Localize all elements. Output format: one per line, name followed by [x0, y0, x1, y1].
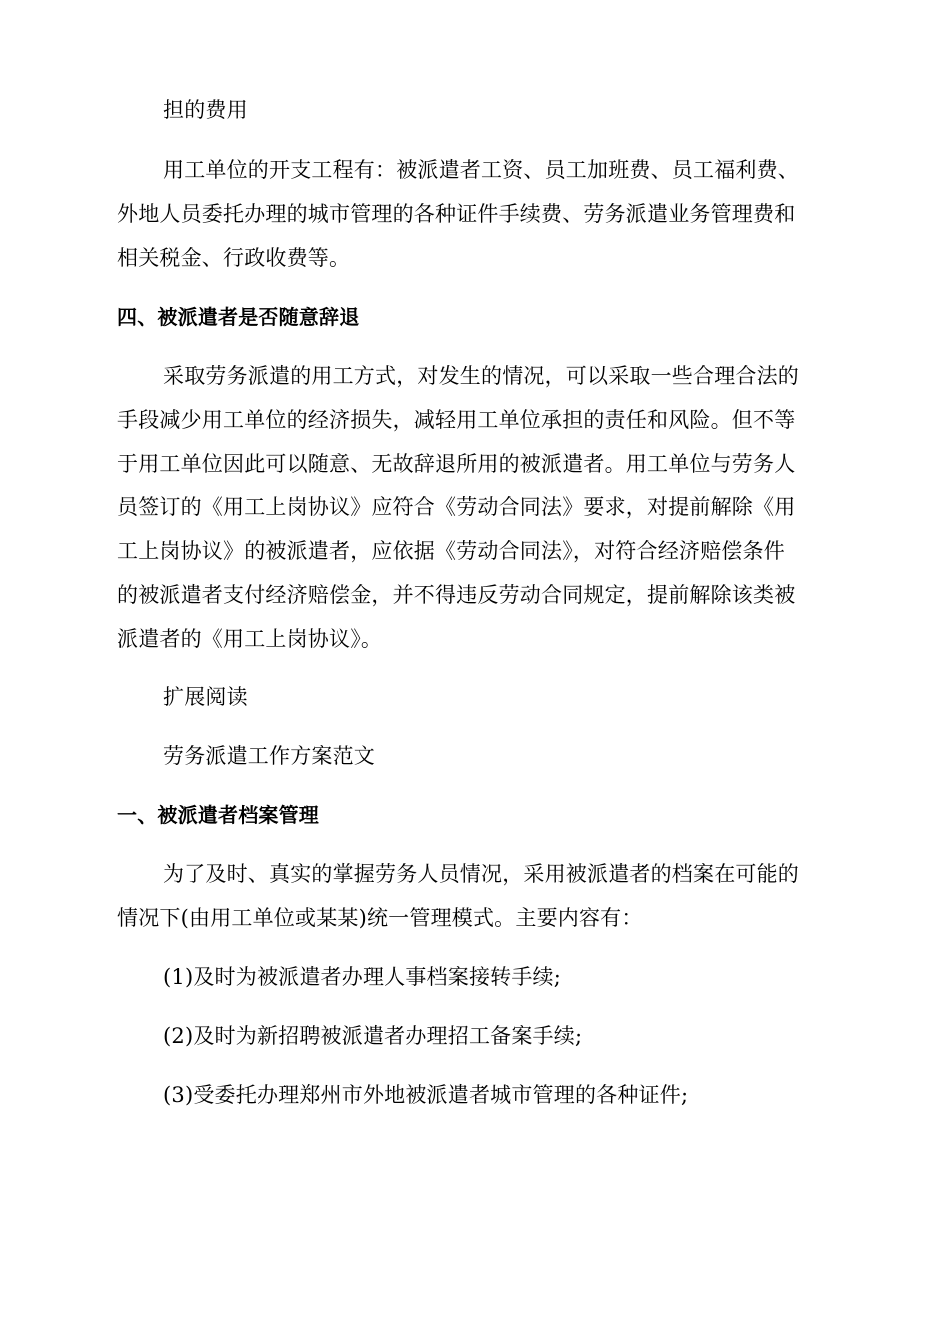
extended-reading-label: 扩展阅读 [163, 685, 248, 709]
paragraph-dismissal-line-7: 派遣者的《用工上岗协议》。 [117, 627, 383, 651]
paragraph-dismissal-line-4: 员签订的《用工上岗协议》应符合《劳动合同法》要求，对提前解除《用 [117, 495, 796, 519]
paragraph-fee-tail: 担的费用 [163, 98, 248, 122]
paragraph-dismissal-line-6: 的被派遣者支付经济赔偿金，并不得违反劳动合同规定，提前解除该类被 [117, 583, 796, 607]
paragraph-archive-line-2: 情况下(由用工单位或某某)统一管理模式。主要内容有： [117, 906, 643, 930]
list-item: (1)及时为被派遣者办理人事档案接转手续; [163, 965, 562, 989]
paragraph-dismissal-line-1: 采取劳务派遣的用工方式，对发生的情况，可以采取一些合理合法的 [163, 364, 799, 388]
paragraph-dismissal-line-2: 手段减少用工单位的经济损失，减轻用工单位承担的责任和风险。但不等 [117, 408, 796, 432]
paragraph-expenses-line-1: 用工单位的开支工程有：被派遣者工资、员工加班费、员工福利费、 [163, 158, 799, 182]
section-heading-archive: 一、被派遣者档案管理 [117, 803, 319, 827]
paragraph-dismissal-line-5: 工上岗协议》的被派遣者，应依据《劳动合同法》，对符合经济赔偿条件 [117, 539, 785, 563]
paragraph-expenses-line-3: 相关税金、行政收费等。 [117, 246, 351, 270]
list-item: (2)及时为新招聘被派遣者办理招工备案手续; [163, 1024, 583, 1048]
sample-plan-title: 劳务派遣工作方案范文 [163, 744, 375, 768]
paragraph-expenses-line-2: 外地人员委托办理的城市管理的各种证件手续费、劳务派遣业务管理费和 [117, 202, 796, 226]
list-item: (3)受委托办理郑州市外地被派遣者城市管理的各种证件; [163, 1083, 689, 1107]
section-heading-dismissal: 四、被派遣者是否随意辞退 [117, 305, 360, 329]
paragraph-archive-line-1: 为了及时、真实的掌握劳务人员情况，采用被派遣者的档案在可能的 [163, 862, 799, 886]
paragraph-dismissal-line-3: 于用工单位因此可以随意、无故辞退所用的被派遣者。用工单位与劳务人 [117, 452, 796, 476]
